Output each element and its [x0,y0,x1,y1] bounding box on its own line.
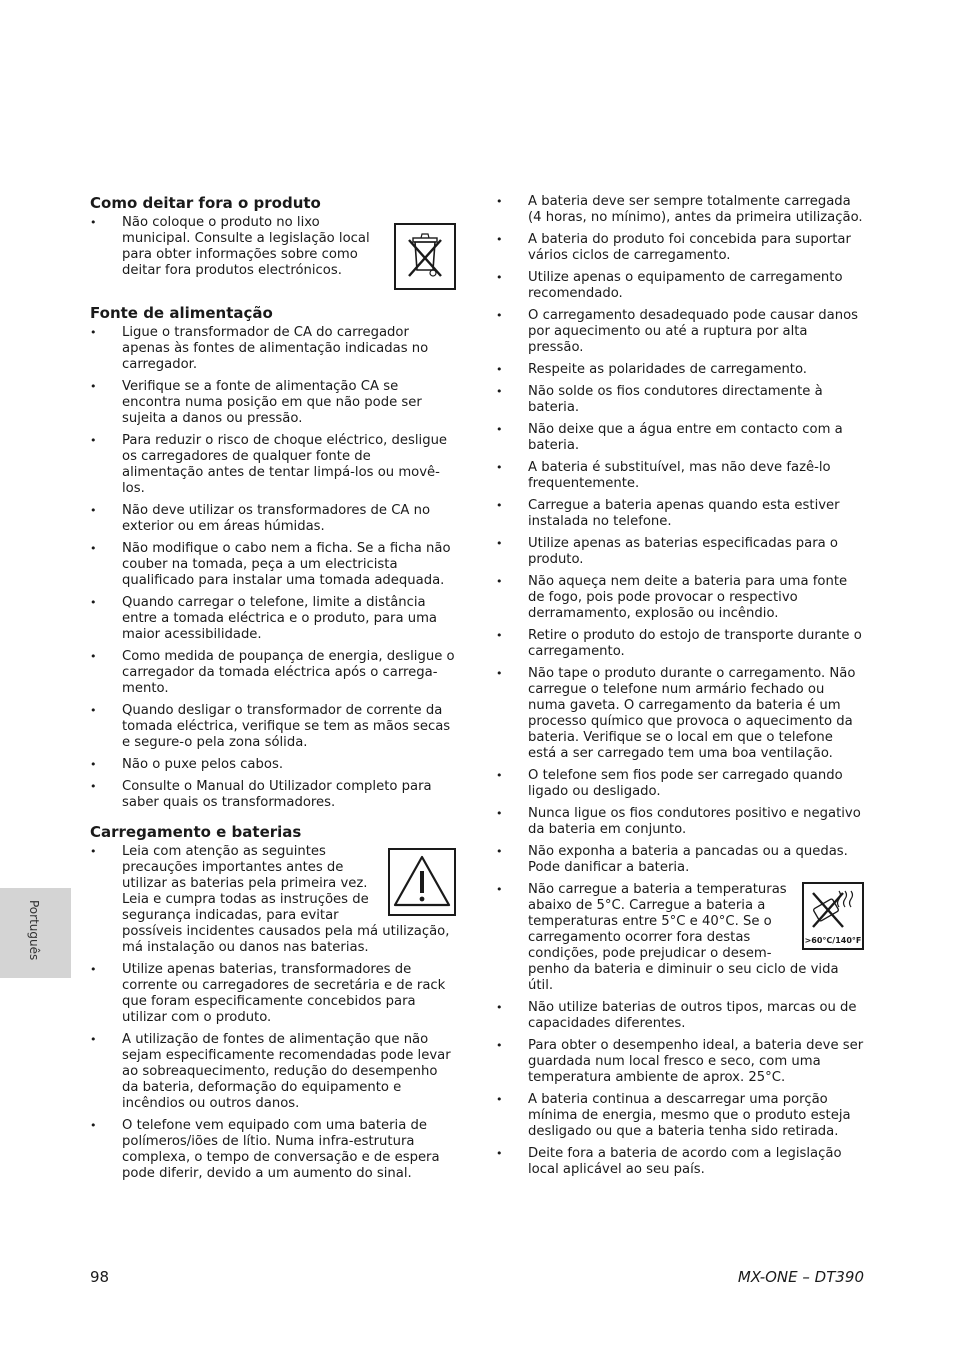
list-item-with-figure [496,882,864,994]
list-item: • Como medida de poupança de energia, desligue o carregador da tomada eléctrica após o carrega-mento. [90,649,456,697]
battery-list [496,194,864,1178]
list-item-text: Não carregue a bateria a temperaturas abaixo de 5°C. Carregue a bateria a temperaturas entre 5°C e 40°C. Se o carregamento ocorrer fora destas condições, pode prejudicar o desem-penho da bateria e diminuir o seu ciclo de vida útil. [528,882,839,993]
list-item: • O carregamento desadequado pode causar danos por aquecimento ou até a ruptura por alta pressão. [496,308,864,356]
list-item: • Não deixe que a água entre em contacto com a bateria. [496,422,864,454]
language-side-tab [0,888,71,978]
list-item: • Leia com atenção as seguintes precauções importantes antes de utilizar as baterias pela primeira vez. Leia e cumpra todas as instruções de segurança indicadas, para evitar possíveis incidentes causados pela má utilização, má instalação ou danos nas baterias. [90,844,456,956]
charging-heading: Carregamento e baterias [90,823,302,841]
list-item: • Para reduzir o risco de choque eléctrico, desligue os carregadores de qualquer fonte de alimentação antes de tentar limpá-los ou movê-los. [90,433,456,497]
list-item: • Não coloque o produto no lixo municipal. Consulte a legislação local para obter informações sobre como deitar fora produtos electrónicos. [90,215,456,279]
list-item: • Carregue a bateria apenas quando esta estiver instalada no telefone. [496,498,864,530]
charging-section [90,823,456,1182]
list-item: • Consulte o Manual do Utilizador completo para saber quais os transformadores. [90,779,456,811]
list-item: • Não solde os fios condutores directamente à bateria. [496,384,864,416]
list-item: • A bateria do produto foi concebida para suportar vários ciclos de carregamento. [496,232,864,264]
disposal-section [90,194,456,292]
language-tab-label: Português [27,900,41,961]
power-list [90,325,456,811]
list-item: • Respeite as polaridades de carregamento. [496,362,864,378]
list-item: • Não utilize baterias de outros tipos, marcas ou de capacidades diferentes. [496,1000,864,1032]
list-item: • A utilização de fontes de alimentação que não sejam especificamente recomendadas pode levar ao sobreaquecimento, redução do desempenho da bateria, deformação do equipamento e incêndios ou outros danos. [90,1032,456,1112]
temperature-figure [802,882,864,950]
power-heading: Fonte de alimentação [90,304,273,322]
page-number: 98 [90,1268,110,1286]
list-item: • A bateria é substituível, mas não deve fazê-lo frequentemente. [496,460,864,492]
list-item: • O telefone vem equipado com uma bateria de polímeros/iões de lítio. Numa infra-estrutura complexa, o tempo de conversação e de espera pode diferir, devido a um aumento do sinal. [90,1118,456,1182]
list-item: • Para obter o desempenho ideal, a bateria deve ser guardada num local fresco e seco, com uma temperatura ambiente de aprox. 25°C. [496,1038,864,1086]
list-item: • Não tape o produto durante o carregamento. Não carregue o telefone num armário fechado ou numa gaveta. O carregamento da bateria é um processo químico que provoca o aquecimento da bateria. Verifique se o local em que o telefone está a ser carregado tem uma boa ventilação. [496,666,864,762]
list-item: • Quando carregar o telefone, limite a distância entre a tomada eléctrica e o produto, para uma maior acessibilidade. [90,595,456,643]
disposal-list [90,215,456,279]
list-item: • Utilize apenas baterias, transformadores de corrente ou carregadores de secretária e de rack que foram especificamente concebidos para utilizar com o produto. [90,962,456,1026]
list-item: • Nunca ligue os fios condutores positivo e negativo da bateria em conjunto. [496,806,864,838]
list-item: • Verifique se a fonte de alimentação CA se encontra numa posição em que não pode ser sujeita a danos ou pressão. [90,379,456,427]
list-item: • Não exponha a bateria a pancadas ou a quedas. Pode danificar a bateria. [496,844,864,876]
list-item: • Quando desligar o transformador de corrente da tomada eléctrica, verifique se tem as mãos secas e segure-o pela zona sólida. [90,703,456,751]
list-item: • O telefone sem fios pode ser carregado quando ligado ou desligado. [496,768,864,800]
list-item: • Utilize apenas o equipamento de carregamento recomendado. [496,270,864,302]
power-section [90,304,456,811]
list-item: • Não deve utilizar os transformadores de CA no exterior ou em áreas húmidas. [90,503,456,535]
temperature-label: • >60°C/140°F [804,936,862,945]
list-item: • Não o puxe pelos cabos. [90,757,456,773]
list-item: • A bateria deve ser sempre totalmente carregada (4 horas, no mínimo), antes da primeira utilização. [496,194,864,226]
no-high-temperature-icon [802,882,864,950]
document-title: MX-ONE – DT390 [737,1268,864,1286]
right-column [496,194,864,1184]
list-item: • Deite fora a bateria de acordo com a legislação local aplicável ao seu país. [496,1146,864,1178]
charging-list [90,844,456,1182]
list-item: • A bateria continua a descarregar uma porção mínima de energia, mesmo que o produto esteja desligado ou que a bateria tenha sido retirada. [496,1092,864,1140]
left-column [90,194,456,1194]
list-item: • Retire o produto do estojo de transporte durante o carregamento. [496,628,864,660]
list-item: • Ligue o transformador de CA do carregador apenas às fontes de alimentação indicadas no carregador. [90,325,456,373]
list-item: • Não modifique o cabo nem a ficha. Se a ficha não couber na tomada, peça a um electricista qualificado para instalar uma tomada adequada. [90,541,456,589]
list-item: • Não aqueça nem deite a bateria para uma fonte de fogo, pois pode provocar o respectivo derramamento, explosão ou incêndio. [496,574,864,622]
disposal-heading: Como deitar fora o produto [90,194,321,212]
list-item: • Utilize apenas as baterias especificadas para o produto. [496,536,864,568]
